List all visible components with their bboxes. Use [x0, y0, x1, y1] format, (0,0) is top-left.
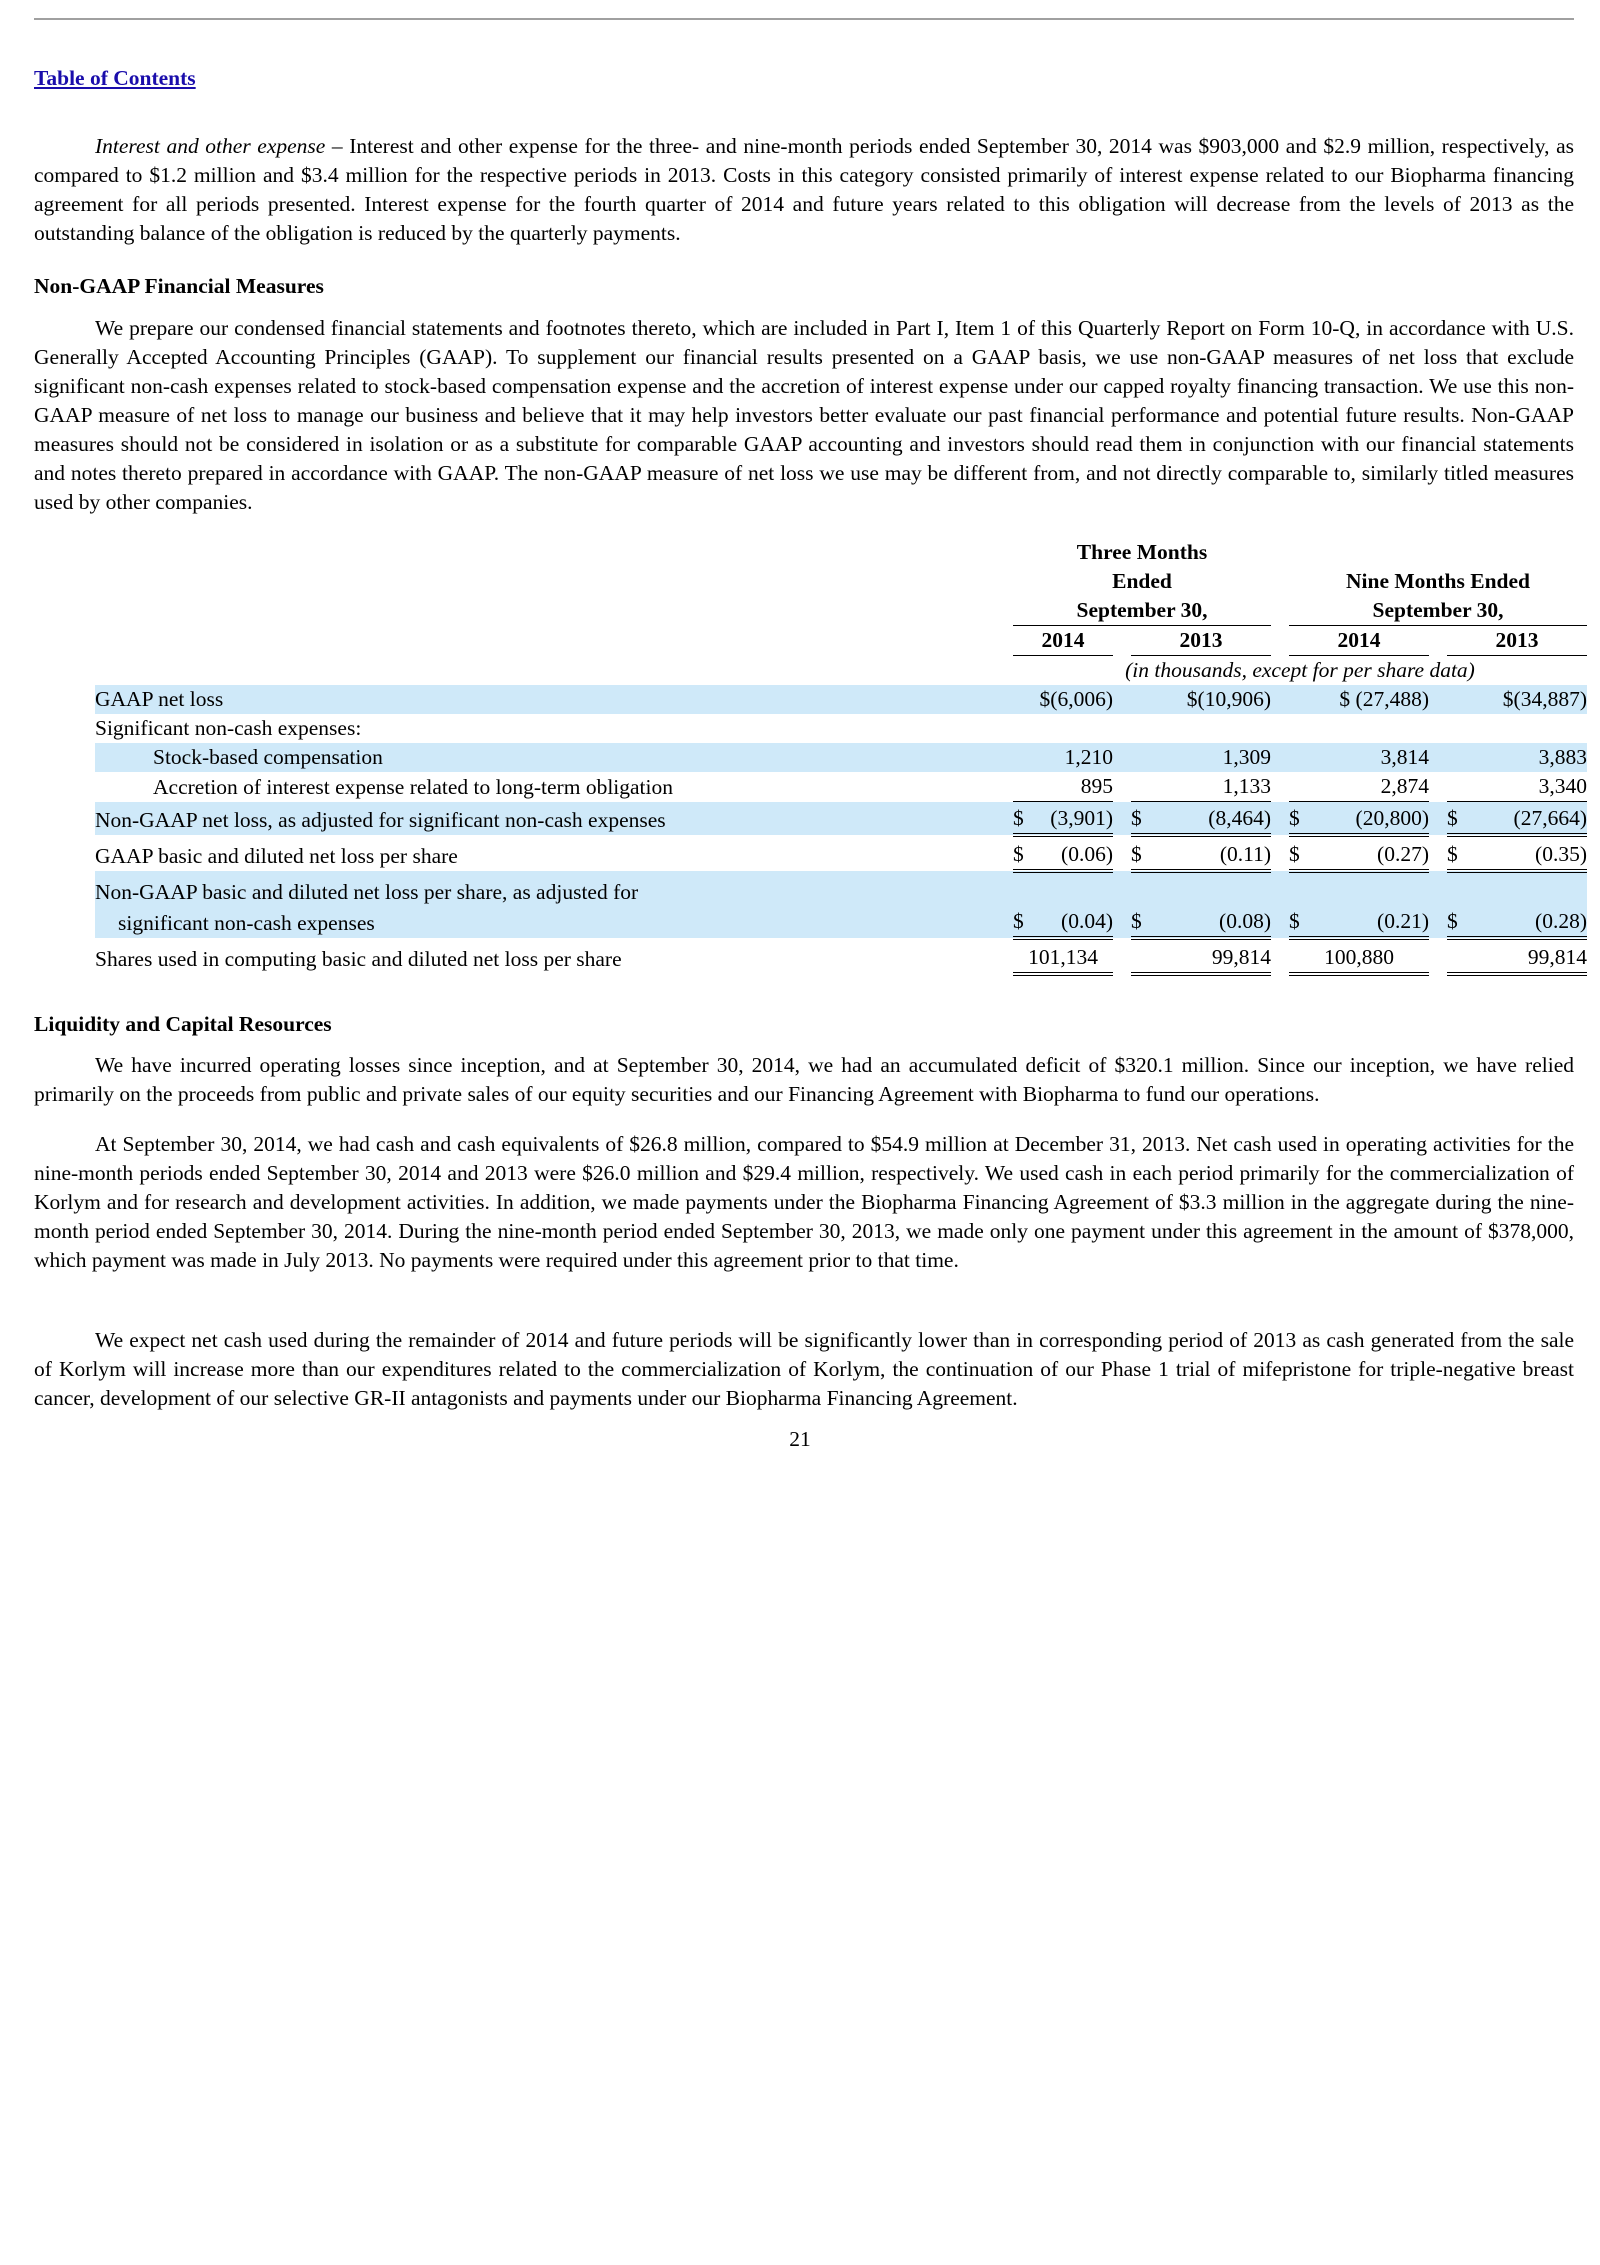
- table-row: [95, 685, 1587, 714]
- dollar-sign: $: [1447, 841, 1458, 866]
- dollar-sign: $: [1013, 805, 1024, 830]
- cell-value: 3,883: [1538, 745, 1587, 769]
- cell-value: 2,874: [1289, 772, 1429, 802]
- row-label: GAAP basic and diluted net loss per share: [95, 843, 458, 868]
- row-label: Shares used in computing basic and diluted net loss per share: [95, 946, 622, 971]
- table-row: [95, 938, 1587, 974]
- dollar-sign: $: [1447, 805, 1458, 830]
- year-header: 2014: [1289, 626, 1429, 656]
- cell-value: 99,814: [1131, 938, 1271, 974]
- cell-value: 895: [1013, 772, 1113, 802]
- cell-value: $(6,006): [1039, 687, 1113, 711]
- nongaap-heading: Non-GAAP Financial Measures: [34, 274, 324, 298]
- table-row: [95, 714, 1587, 743]
- cell-value: 1,210: [1064, 745, 1113, 769]
- cell-value: $(34,887): [1502, 687, 1587, 711]
- cell-value: (0.06): [1061, 841, 1113, 866]
- nongaap-section: [34, 272, 1574, 301]
- cell-value: $(10,906): [1186, 687, 1271, 711]
- dollar-sign: $: [1013, 908, 1024, 933]
- cell-value: (3,901): [1050, 805, 1113, 830]
- three-months-header-1: Three Months: [1076, 540, 1208, 564]
- nongaap-paragraph: We prepare our condensed financial statements and footnotes thereto, which are included in Part I, Item 1 of this Quarterly Report on Form 10-Q, in accordance with U.S. Generally Accepted Accounting Principles (GAAP). To supplement our financial results presented on a GAAP basis, we use non-GAAP measures of net loss that exclude significant non-cash expenses related to stock-based compensation expense and the accretion of interest expense under our capped royalty financing transaction. We use this non-GAAP measure of net loss to manage our business and believe that it may help investors better evaluate our past financial performance and potential future results. Non-GAAP measures should not be considered in isolation or as a substitute for comparable GAAP accounting and investors should read them in conjunction with our financial statements and notes thereto prepared in accordance with GAAP. The non-GAAP measure of net loss we use may be different from, and not directly comparable to, similarly titled measures used by other companies.: [34, 316, 1574, 514]
- cell-value: (20,800): [1355, 805, 1429, 830]
- dollar-sign: $: [1447, 908, 1458, 933]
- table-row: [95, 835, 1587, 871]
- table-row: [95, 772, 1587, 802]
- dollar-sign: $: [1131, 841, 1142, 866]
- table-row: [95, 802, 1587, 835]
- interest-text: – Interest and other expense for the three- and nine-month periods ended September 30, 2014 was $903,000 and $2.9 million, respectively, as compared to $1.2 million and $3.4 million for the respective periods in 2013. Costs in this category consisted primarily of interest expense related to our Biopharma financing agreement for all periods presented. Interest expense for the fourth quarter of 2014 and future years related to this obligation will decrease from the levels of 2013 as the outstanding balance of the obligation is reduced by the quarterly payments.: [34, 134, 1574, 245]
- page-number: 21: [789, 1427, 811, 1451]
- three-months-header-2: Ended: [1112, 569, 1172, 593]
- three-months-header-3: September 30,: [1013, 596, 1271, 626]
- row-label: Non-GAAP net loss, as adjusted for significant non-cash expenses: [95, 807, 666, 832]
- liquidity-p3-block: [34, 1326, 1574, 1413]
- year-header: 2013: [1447, 626, 1587, 656]
- liquidity-heading: Liquidity and Capital Resources: [34, 1012, 332, 1036]
- nine-months-header-2: September 30,: [1289, 596, 1587, 626]
- cell-value: (0.28): [1535, 908, 1587, 933]
- liquidity-p2-block: [34, 1130, 1574, 1275]
- row-label: Stock-based compensation: [153, 745, 383, 769]
- cell-value: (27,664): [1513, 805, 1587, 830]
- cell-value: 1,133: [1131, 772, 1271, 802]
- liquidity-paragraph-2: At September 30, 2014, we had cash and cash equivalents of $26.8 million, compared to $54.9 million at December 31, 2013. Net cash used in operating activities for the nine-month periods ended September 30, 2014 and 2013 were $26.0 million and $29.4 million, respectively. We used cash in each period primarily for the commercialization of Korlym and for research and development activities. In addition, we made payments under the Biopharma Financing Agreement of $3.3 million in the aggregate during the nine-month period ended September 30, 2014. During the nine-month period ended September 30, 2013, we made only one payment under this agreement in the amount of $378,000, which payment was made in July 2013. No payments were required under this agreement prior to that time.: [34, 1132, 1574, 1272]
- dollar-sign: $: [1289, 841, 1300, 866]
- cell-value: (8,464): [1208, 805, 1271, 830]
- liquidity-paragraph-3: We expect net cash used during the remainder of 2014 and future periods will be significantly lower than in corresponding period of 2013 as cash generated from the sale of Korlym will increase more than our expenditures related to the commercialization of Korlym, the continuation of our Phase 1 trial of mifepristone for triple-negative breast cancer, development of our selective GR-II antagonists and payments under our Biopharma Financing Agreement.: [34, 1328, 1574, 1410]
- dollar-sign: $: [1131, 805, 1142, 830]
- interest-lead: Interest and other expense: [95, 134, 326, 158]
- cell-value: 3,340: [1447, 772, 1587, 802]
- units-note: (in thousands, except for per share data): [1125, 658, 1475, 682]
- cell-value: (0.11): [1219, 841, 1271, 866]
- liquidity-section: [34, 1010, 1574, 1039]
- cell-value: $ (27,488): [1339, 687, 1429, 711]
- dollar-sign: $: [1131, 908, 1142, 933]
- dollar-sign: $: [1289, 908, 1300, 933]
- interest-paragraph-block: [34, 132, 1574, 248]
- top-rule: [34, 18, 1574, 20]
- year-header: 2013: [1131, 626, 1271, 656]
- table-row: [95, 743, 1587, 772]
- table-row: [95, 907, 1587, 938]
- liquidity-p1-block: [34, 1051, 1574, 1109]
- row-label: GAAP net loss: [95, 687, 224, 711]
- row-label: Accretion of interest expense related to long-term obligation: [153, 774, 673, 799]
- year-header: 2014: [1013, 626, 1113, 656]
- dollar-sign: $: [1013, 841, 1024, 866]
- liquidity-paragraph-1: We have incurred operating losses since inception, and at September 30, 2014, we had an accumulated deficit of $320.1 million. Since our inception, we have relied primarily on the proceeds from public and private sales of our equity securities and our Financing Agreement with Biopharma to fund our operations.: [34, 1053, 1574, 1106]
- cell-value: 101,134: [1013, 938, 1113, 974]
- cell-value: 99,814: [1447, 938, 1587, 974]
- row-label: significant non-cash expenses: [118, 910, 375, 935]
- interest-paragraph: [34, 132, 1574, 248]
- row-label: Non-GAAP basic and diluted net loss per share, as adjusted for: [95, 879, 639, 904]
- cell-value: (0.35): [1535, 841, 1587, 866]
- cell-value: (0.08): [1219, 908, 1271, 933]
- table-of-contents-link[interactable]: Table of Contents: [34, 66, 196, 90]
- cell-value: (0.27): [1377, 841, 1429, 866]
- nongaap-reconciliation-table: [95, 538, 1587, 976]
- cell-value: 1,309: [1222, 745, 1271, 769]
- cell-value: 3,814: [1380, 745, 1429, 769]
- cell-value: (0.21): [1377, 908, 1429, 933]
- nine-months-header-1: Nine Months Ended: [1346, 569, 1530, 593]
- row-label: Significant non-cash expenses:: [95, 716, 362, 740]
- cell-value: 100,880: [1289, 938, 1429, 974]
- table-row: [95, 871, 1587, 907]
- cell-value: (0.04): [1061, 908, 1113, 933]
- nongaap-paragraph-block: [34, 314, 1574, 517]
- dollar-sign: $: [1289, 805, 1300, 830]
